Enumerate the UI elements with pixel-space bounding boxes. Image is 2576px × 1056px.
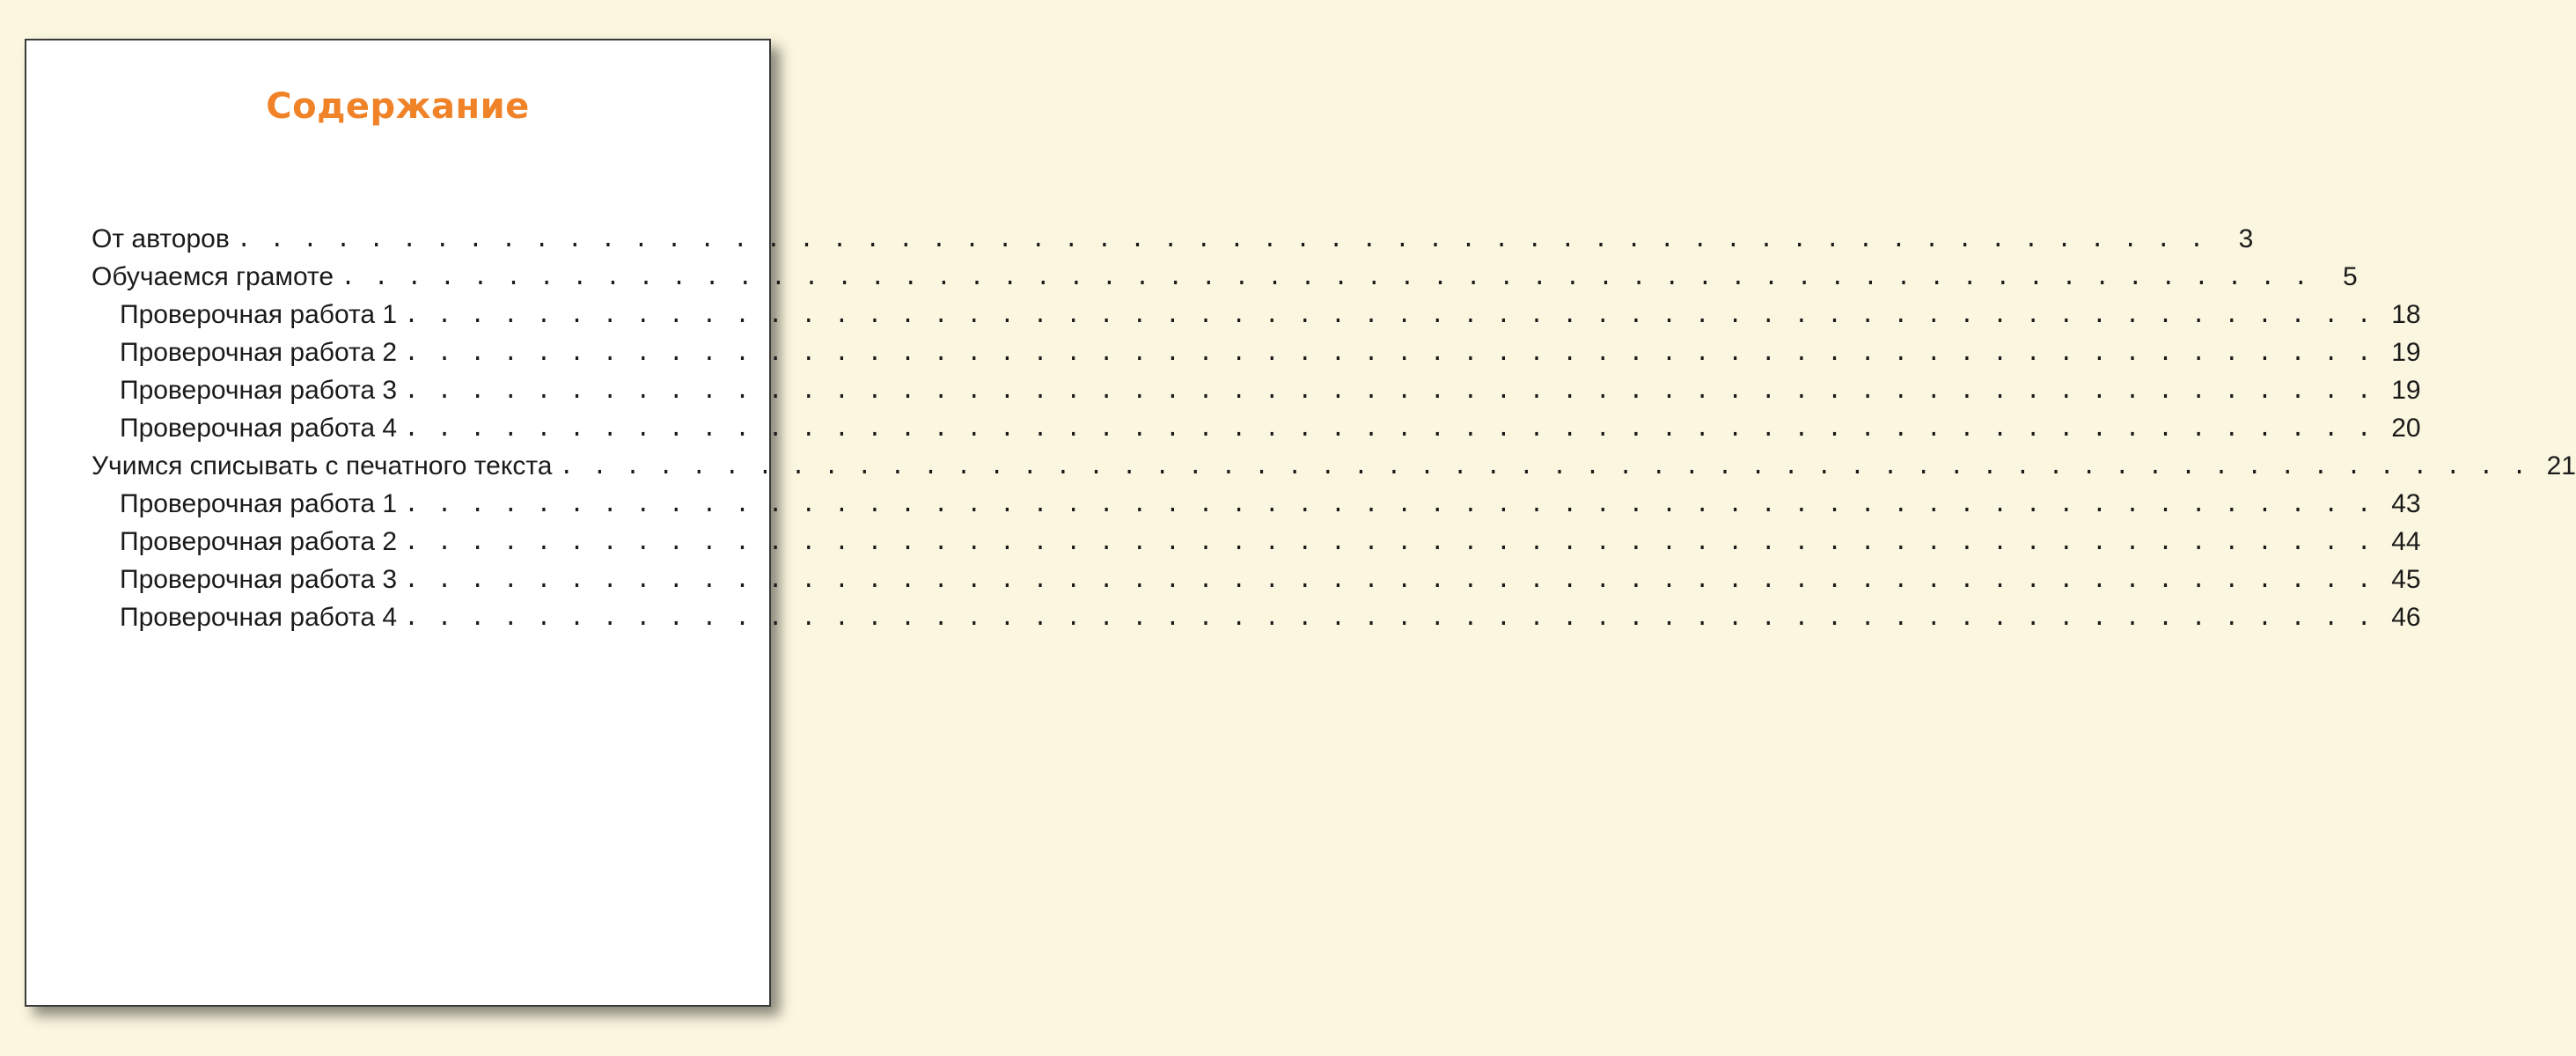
toc-entry-label: Проверочная работа 1 bbox=[120, 488, 398, 518]
toc-page-number: 5 bbox=[2342, 261, 2358, 291]
toc-entry-label: Проверочная работа 3 bbox=[120, 564, 398, 594]
dot-leader: . . . . . . . . . . . . . . . . . . . . . . . . . . . . . . . . . . . . . . . . . . . . . . . . . . . . . . . . . . . . bbox=[404, 605, 2374, 633]
toc-page-number: 21 bbox=[2546, 451, 2576, 480]
page-title: Содержание bbox=[266, 86, 530, 127]
toc-entry-test-2[interactable] bbox=[92, 334, 2421, 371]
toc-entry-copying[interactable] bbox=[92, 447, 2576, 485]
toc-entry-test-3[interactable] bbox=[92, 561, 2421, 598]
dot-leader: . . . . . . . . . . . . . . . . . . . . . . . . . . . . . . . . . . . . . . . . . . . . . . . . . . . . . . . . . . . . bbox=[404, 491, 2374, 519]
toc-entry-label: Учимся списывать с печатного текста bbox=[92, 451, 553, 480]
toc-page-number: 19 bbox=[2391, 375, 2421, 405]
toc-page-number: 46 bbox=[2391, 602, 2421, 632]
toc-entry-label: Проверочная работа 4 bbox=[120, 602, 398, 632]
toc-entry-authors[interactable] bbox=[92, 220, 2254, 258]
dot-leader: . . . . . . . . . . . . . . . . . . . . . . . . . . . . . . . . . . . . . . . . . . . . . . . . . . . . . . . . . . . . bbox=[404, 302, 2374, 330]
toc-page-number: 43 bbox=[2391, 488, 2421, 518]
dot-leader: . . . . . . . . . . . . . . . . . . . . . . . . . . . . . . . . . . . . . . . . . . . . . . . . . . . . . . . . . . . . bbox=[341, 264, 2310, 292]
toc-entry-test-2[interactable] bbox=[92, 523, 2421, 561]
document-page bbox=[25, 39, 2576, 1007]
toc-entry-test-3[interactable] bbox=[92, 371, 2421, 409]
toc-page-number: 44 bbox=[2391, 526, 2421, 556]
dot-leader: . . . . . . . . . . . . . . . . . . . . . . . . . . . . . . . . . . . . . . . . . . . . . . . . . . . . . . . . . . . . bbox=[404, 378, 2374, 406]
dot-leader: . . . . . . . . . . . . . . . . . . . . . . . . . . . . . . . . . . . . . . . . . . . . . . . . . . . . . . . . . . . . bbox=[404, 340, 2374, 368]
dot-leader: . . . . . . . . . . . . . . . . . . . . . . . . . . . . . . . . . . . . . . . . . . . . . . . . . . . . . . . . . . . . bbox=[404, 567, 2374, 595]
toc-page-number: 20 bbox=[2391, 413, 2421, 443]
toc-entry-label: Проверочная работа 1 bbox=[120, 299, 398, 329]
dot-leader: . . . . . . . . . . . . . . . . . . . . . . . . . . . . . . . . . . . . . . . . . . . . . . . . . . . . . . . . . . . . bbox=[404, 415, 2374, 444]
toc-entry-test-1[interactable] bbox=[92, 485, 2421, 523]
toc-page-number: 45 bbox=[2391, 564, 2421, 594]
toc-entry-label: Проверочная работа 4 bbox=[120, 413, 398, 443]
toc-entry-test-1[interactable] bbox=[92, 296, 2421, 334]
dot-leader: . . . . . . . . . . . . . . . . . . . . . . . . . . . . . . . . . . . . . . . . . . . . . . . . . . . . . . . . . . . . bbox=[236, 226, 2206, 254]
toc-entry-label: Проверочная работа 2 bbox=[120, 337, 398, 367]
toc-entry-test-4[interactable] bbox=[92, 598, 2421, 636]
toc-entry-label: От авторов bbox=[92, 224, 230, 253]
toc-entry-literacy[interactable] bbox=[92, 258, 2358, 296]
toc-page-number: 18 bbox=[2391, 299, 2421, 329]
toc-page-number: 3 bbox=[2238, 224, 2254, 253]
table-of-contents bbox=[92, 220, 2576, 636]
toc-page-number: 19 bbox=[2391, 337, 2421, 367]
dot-leader: . . . . . . . . . . . . . . . . . . . . . . . . . . . . . . . . . . . . . . . . . . . . . . . . . . . . . . . . . . . . bbox=[559, 453, 2528, 481]
toc-entry-test-4[interactable] bbox=[92, 409, 2421, 447]
toc-entry-label: Проверочная работа 3 bbox=[120, 375, 398, 405]
dot-leader: . . . . . . . . . . . . . . . . . . . . . . . . . . . . . . . . . . . . . . . . . . . . . . . . . . . . . . . . . . . . bbox=[404, 529, 2374, 557]
toc-entry-label: Проверочная работа 2 bbox=[120, 526, 398, 556]
toc-entry-label: Обучаемся грамоте bbox=[92, 261, 334, 291]
